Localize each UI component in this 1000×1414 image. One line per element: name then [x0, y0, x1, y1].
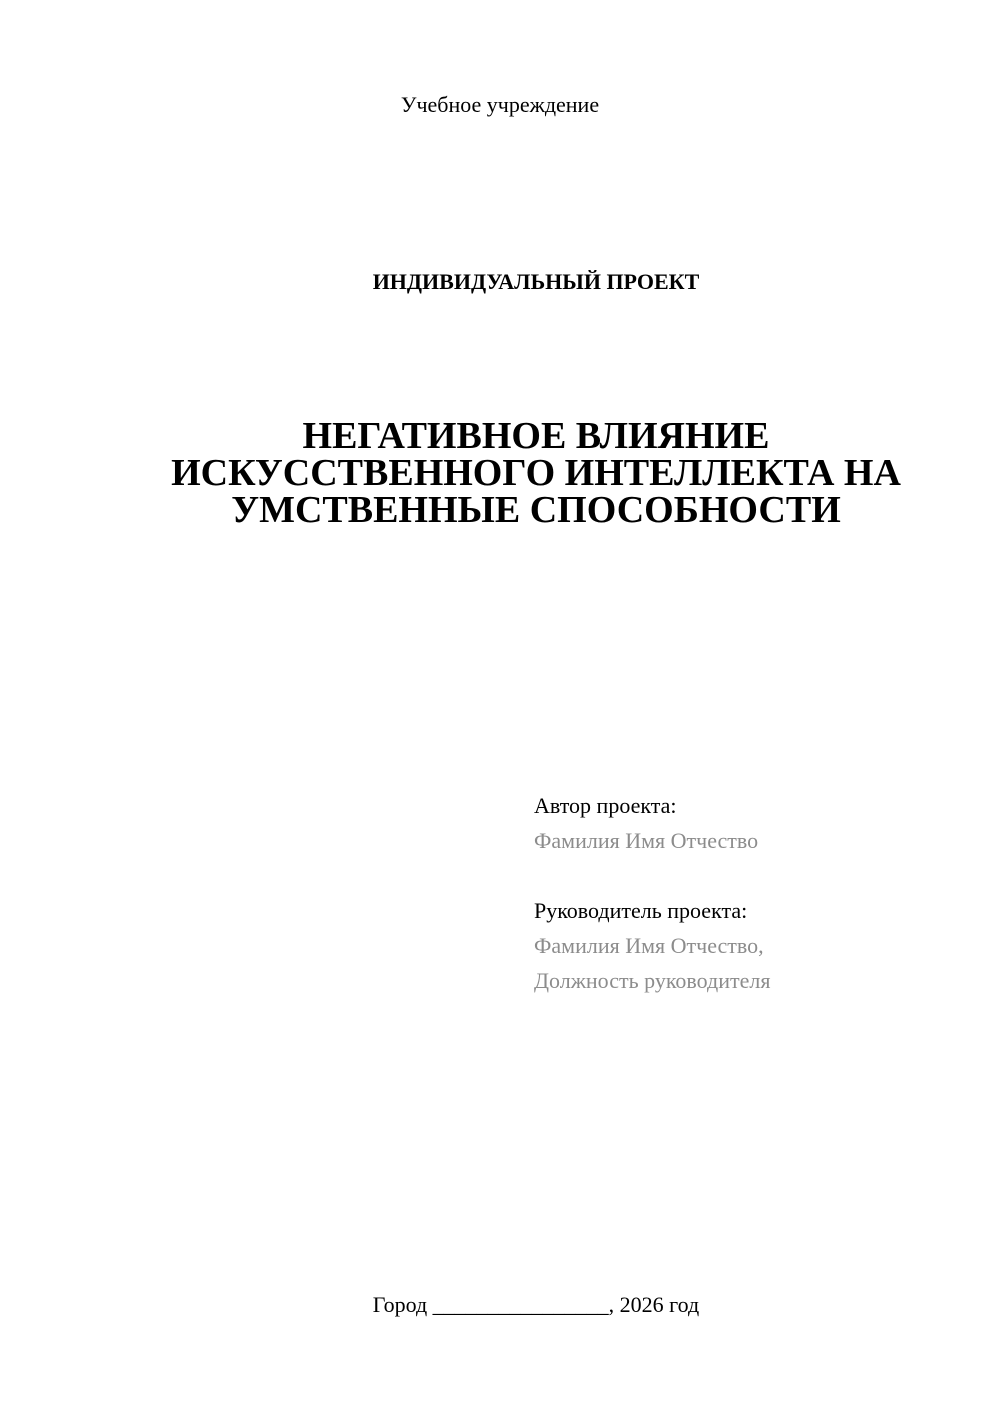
- institution-name: Учебное учреждение: [400, 92, 600, 117]
- supervisor-position: Должность руководителя: [534, 968, 771, 993]
- credits-block: [534, 788, 974, 998]
- project-title-line: УМСТВЕННЫЕ СПОСОБНОСТИ: [231, 489, 841, 531]
- project-title-line: НЕГАТИВНОЕ ВЛИЯНИЕ: [302, 415, 770, 457]
- city-year-line: Город ________________, 2026 год: [372, 1292, 700, 1317]
- credits-spacer: [534, 858, 974, 893]
- author-label: Автор проекта:: [534, 793, 677, 818]
- document-type: ИНДИВИДУАЛЬНЫЙ ПРОЕКТ: [372, 269, 700, 294]
- project-title: [0, 415, 1000, 531]
- author-name: Фамилия Имя Отчество: [534, 828, 759, 853]
- supervisor-name: Фамилия Имя Отчество,: [534, 933, 764, 958]
- project-title-line: ИСКУССТВЕННОГО ИНТЕЛЛЕКТА НА: [171, 452, 901, 494]
- supervisor-label: Руководитель проекта:: [534, 898, 748, 923]
